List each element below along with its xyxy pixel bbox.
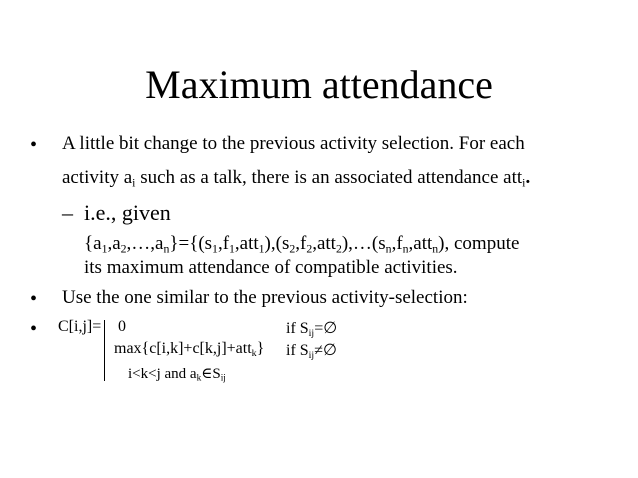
bullet-1-line-1: A little bit change to the previous activity selection. For each [62,133,525,154]
bullet-dot: • [30,288,38,310]
bullet-dot: • [30,134,38,156]
bullet-dot: • [30,318,38,340]
subscript: i [522,176,526,190]
text-run: . [525,167,531,188]
bullet-2: Use the one similar to the previous activity-selection: [62,287,468,308]
sub-bullet-line-1: $\{a_1,a_2,\dots,a_n\}=\{(s_1,f_1,att_1),(s_2,f_2,att_2),\dots(s_n,f_n,att_n)$, compute [84,233,520,256]
text-run: activity a [62,167,133,188]
case-1-value: 0 [118,318,126,335]
sub-bullet-dash: – [62,200,73,225]
recurrence-lhs: C[i,j]= [58,318,102,335]
case-range: i<k<j and $a_k\in S_{ij}$ [128,366,226,384]
subscript: i [132,176,136,190]
case-2-value: max{c[i,k]+c[k,j]+att$_k$} [114,340,265,359]
case-brace [104,320,108,381]
case-2-condition: if $S_{ij}\ne\emptyset$ [286,342,337,361]
bullet-1-line-2 [62,166,530,190]
text-run: such as a talk, there is an associated attendance att [135,167,523,188]
case-1-condition: if $S_{ij}=\emptyset$ [286,320,338,339]
sub-bullet-line-2: its maximum attendance of compatible activities. [84,257,458,278]
slide-title: Maximum attendance [145,62,493,107]
sub-bullet-head: i.e., given [84,200,171,225]
